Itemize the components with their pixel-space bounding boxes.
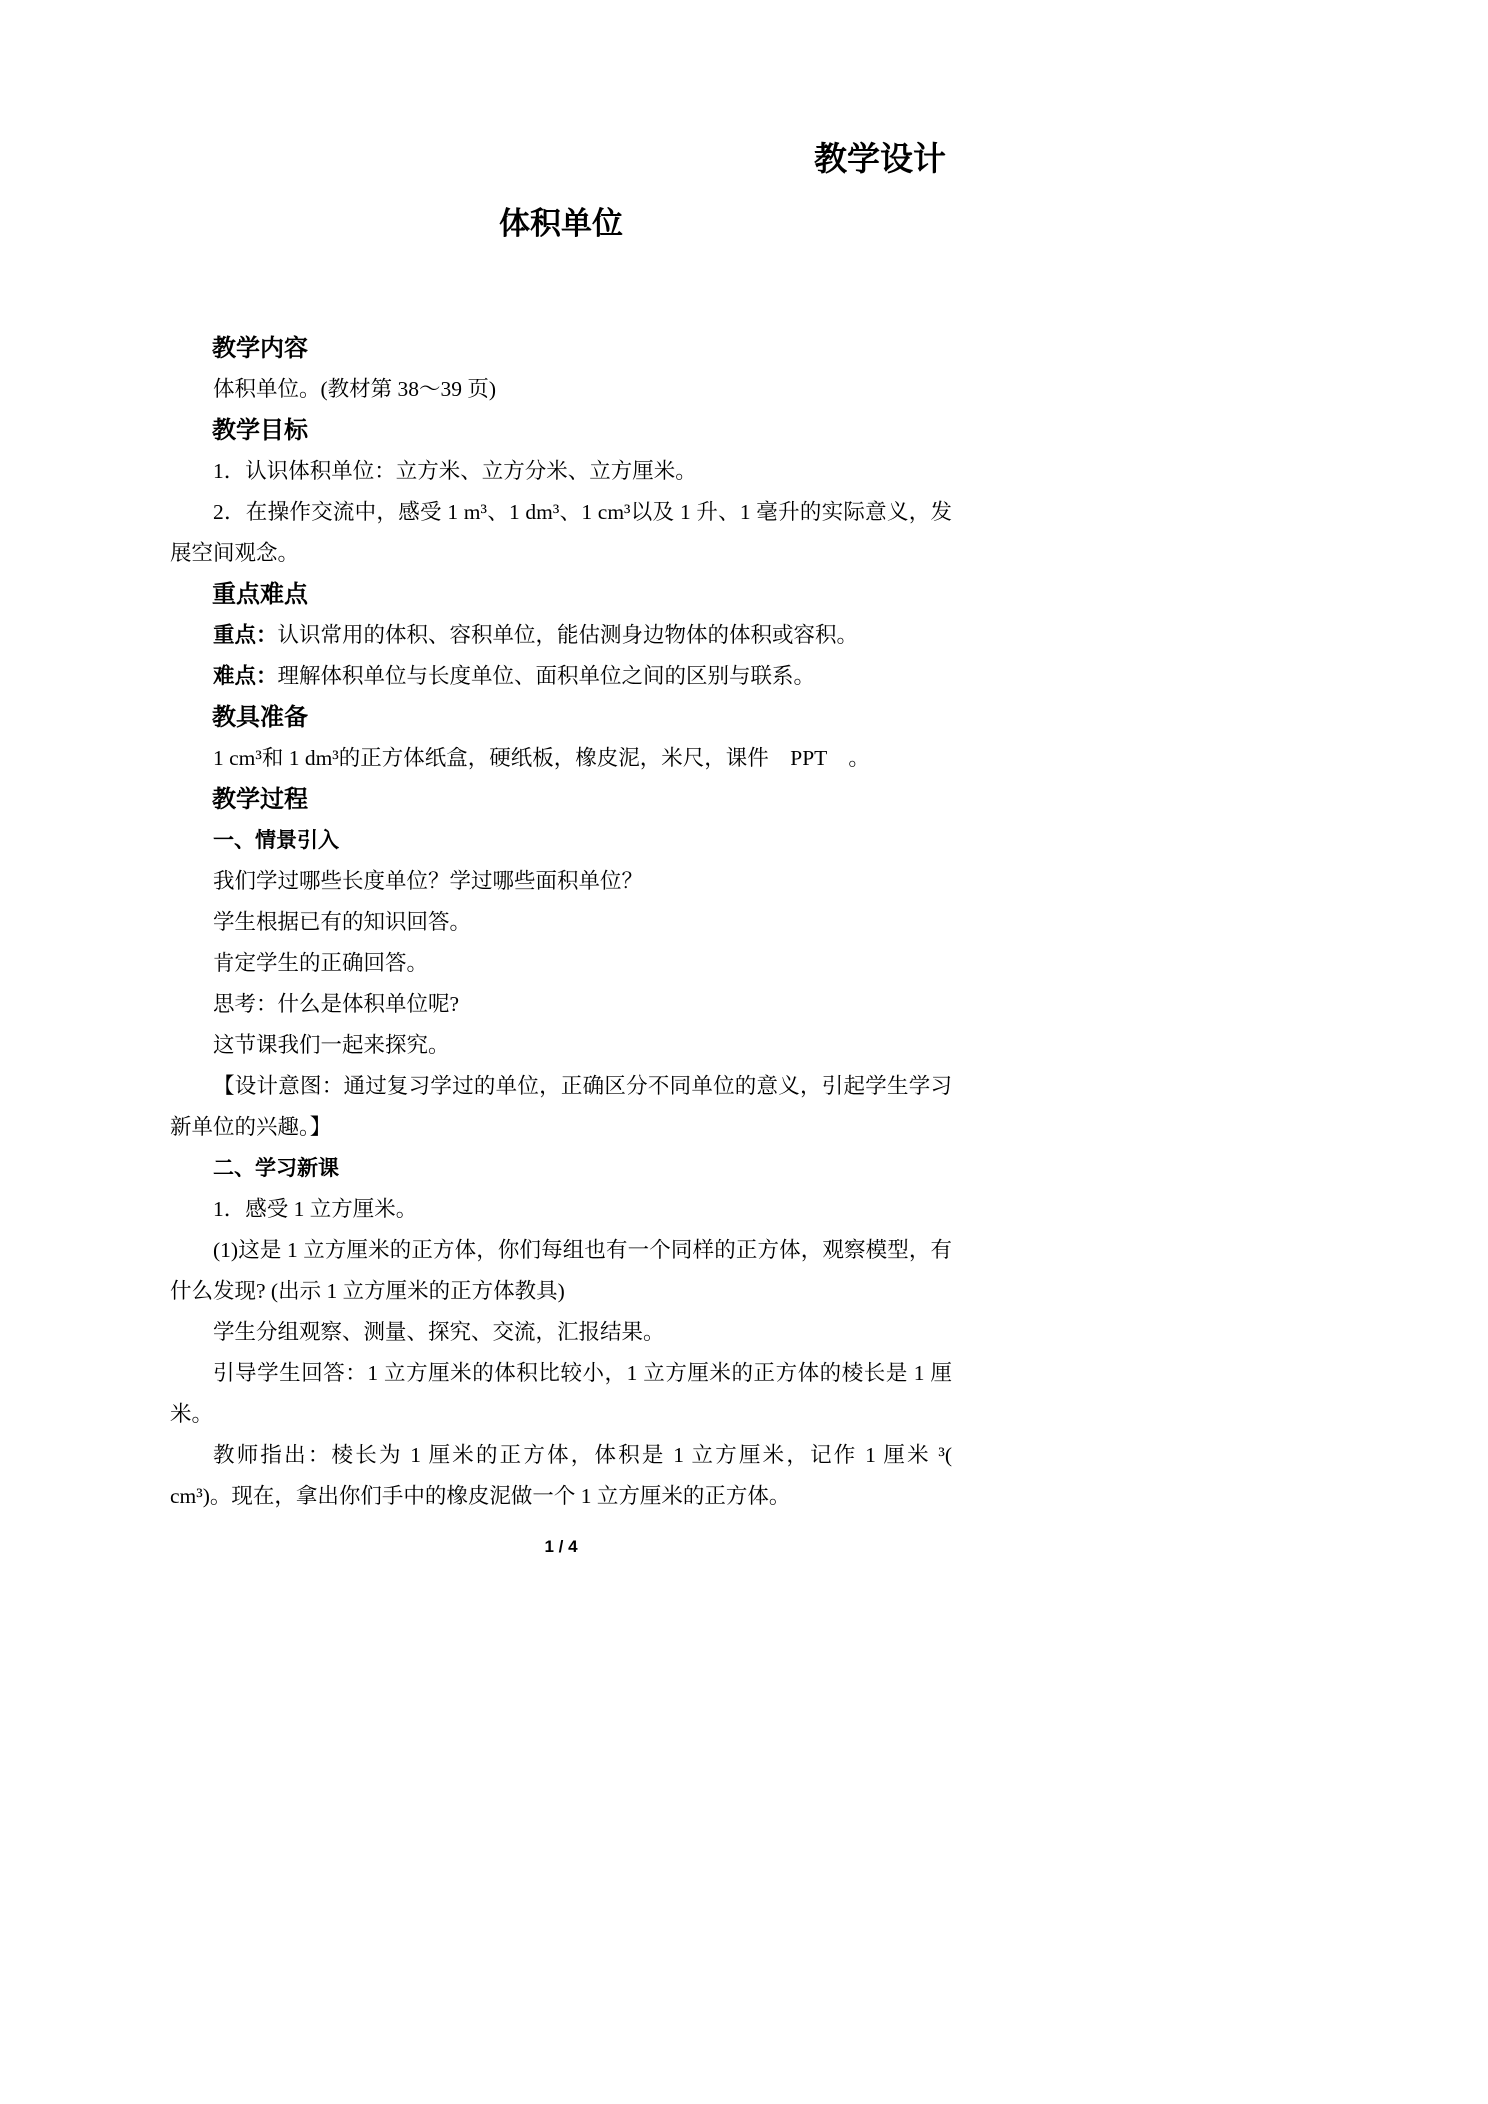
- difficulty-label: 难点：: [213, 664, 278, 688]
- section-heading-goals: 教学目标: [212, 417, 308, 444]
- section-heading-aids: 教具准备: [212, 704, 308, 731]
- section-heading-keypoints: 重点难点: [212, 581, 308, 608]
- paragraph-keypoint: [170, 615, 952, 656]
- paragraph-lesson-5: 教师指出：棱长为 1 厘米的正方体，体积是 1 立方厘米，记作 1 厘米 ³( cm³)。现在，拿出你们手中的橡皮泥做一个 1 立方厘米的正方体。: [170, 1443, 974, 1508]
- paragraph-aids: 1 cm³和 1 dm³的正方体纸盒，硬纸板，橡皮泥，米尺，课件 PPT 。: [213, 746, 870, 770]
- difficulty-text: 理解体积单位与长度单位、面积单位之间的区别与联系。: [277, 664, 816, 688]
- paragraph-content: 体积单位。(教材第 38～39 页): [213, 377, 497, 401]
- corner-title: 教学设计: [814, 142, 946, 178]
- subsection-heading-newlesson: 二、学习新课: [213, 1157, 339, 1180]
- paragraph-intro-3: 肯定学生的正确回答。: [213, 951, 429, 975]
- paragraph-intro-1: 我们学过哪些长度单位？学过哪些面积单位？: [213, 869, 644, 893]
- section-heading-content: 教学内容: [212, 335, 308, 362]
- paragraph-lesson-3: 学生分组观察、测量、探究、交流，汇报结果。: [213, 1320, 665, 1344]
- paragraph-goal-1: 1．认识体积单位：立方米、立方分米、立方厘米。: [213, 459, 697, 483]
- paragraph-difficulty: [170, 656, 952, 697]
- paragraph-lesson-2: (1)这是 1 立方厘米的正方体，你们每组也有一个同样的正方体，观察模型，有什么发现? (出示 1 立方厘米的正方体教具): [170, 1238, 952, 1303]
- page-number: 1 / 4: [544, 1537, 578, 1556]
- subsection-heading-intro: 一、情景引入: [213, 829, 339, 852]
- keypoint-label: 重点：: [213, 623, 278, 647]
- paragraph-lesson-1: 1．感受 1 立方厘米。: [213, 1197, 418, 1221]
- keypoint-text: 认识常用的体积、容积单位，能估测身边物体的体积或容积。: [277, 623, 859, 647]
- page-title: 体积单位: [499, 206, 623, 241]
- paragraph-goal-2: 2．在操作交流中，感受 1 m³、1 dm³、1 cm³以及 1 升、1 毫升的实际意义，发展空间观念。: [170, 500, 952, 565]
- paragraph-intro-4: 思考：什么是体积单位呢?: [213, 992, 460, 1016]
- paragraph-lesson-4: 引导学生回答：1 立方厘米的体积比较小，1 立方厘米的正方体的棱长是 1 厘米。: [170, 1361, 952, 1426]
- sections: [170, 328, 974, 1517]
- section-heading-process: 教学过程: [212, 786, 308, 813]
- paragraph-intro-5: 这节课我们一起来探究。: [213, 1033, 450, 1057]
- document-content: [170, 140, 974, 1576]
- paragraph-intro-2: 学生根据已有的知识回答。: [213, 910, 472, 934]
- paragraph-design-intent: 【设计意图：通过复习学过的单位，正确区分不同单位的意义，引起学生学习新单位的兴趣。】: [170, 1074, 952, 1139]
